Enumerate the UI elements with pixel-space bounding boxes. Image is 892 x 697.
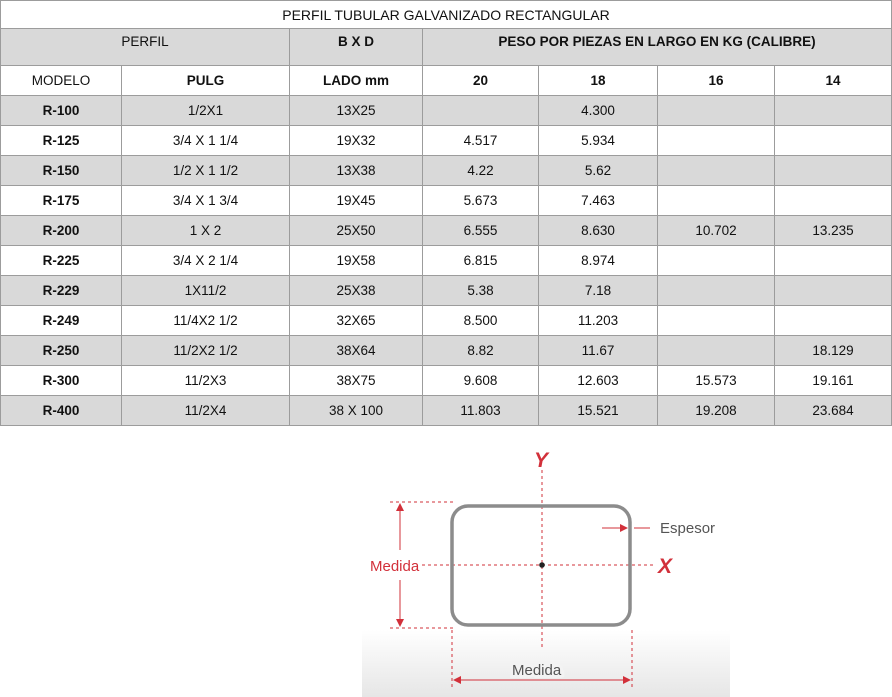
cell-calibre-16 — [658, 156, 775, 186]
cell-pulg: 3/4 X 2 1/4 — [122, 246, 290, 276]
cell-modelo: R-400 — [1, 396, 122, 426]
cell-modelo: R-200 — [1, 216, 122, 246]
cell-calibre-18: 5.934 — [539, 126, 658, 156]
cell-calibre-18: 8.974 — [539, 246, 658, 276]
cell-pulg: 1/2X1 — [122, 96, 290, 126]
cell-calibre-14 — [775, 126, 892, 156]
table-row — [1, 156, 892, 186]
width-arrow-left — [453, 676, 461, 684]
cell-modelo: R-175 — [1, 186, 122, 216]
thickness-label: Espesor — [660, 520, 716, 537]
cell-pulg: 11/2X2 1/2 — [122, 336, 290, 366]
cell-calibre-14 — [775, 156, 892, 186]
y-axis-label: Y — [534, 449, 549, 472]
cell-calibre-16 — [658, 126, 775, 156]
cell-lado: 38X75 — [290, 366, 423, 396]
cell-calibre-20: 11.803 — [423, 396, 539, 426]
header-bxd: B X D — [290, 29, 423, 66]
col-header-calibre-16: 16 — [658, 66, 775, 96]
column-header-row — [1, 66, 892, 96]
cell-calibre-16: 19.208 — [658, 396, 775, 426]
cell-modelo: R-100 — [1, 96, 122, 126]
table-body — [1, 1, 892, 426]
table-row — [1, 96, 892, 126]
table-row — [1, 126, 892, 156]
cell-calibre-20: 5.673 — [423, 186, 539, 216]
group-header-row — [1, 29, 892, 66]
cell-calibre-18: 4.300 — [539, 96, 658, 126]
cell-calibre-18: 8.630 — [539, 216, 658, 246]
cell-modelo: R-150 — [1, 156, 122, 186]
cell-lado: 19X32 — [290, 126, 423, 156]
header-perfil: PERFIL — [1, 29, 290, 66]
cell-pulg: 11/2X4 — [122, 396, 290, 426]
header-peso: PESO POR PIEZAS EN LARGO EN KG (CALIBRE) — [423, 29, 892, 66]
cell-calibre-14: 18.129 — [775, 336, 892, 366]
cell-calibre-18: 7.463 — [539, 186, 658, 216]
table-row — [1, 246, 892, 276]
cell-modelo: R-229 — [1, 276, 122, 306]
cell-pulg: 1 X 2 — [122, 216, 290, 246]
cell-lado: 19X45 — [290, 186, 423, 216]
cell-modelo: R-249 — [1, 306, 122, 336]
cell-calibre-14: 13.235 — [775, 216, 892, 246]
cell-calibre-18: 11.203 — [539, 306, 658, 336]
col-header-calibre-18: 18 — [539, 66, 658, 96]
cell-calibre-16: 10.702 — [658, 216, 775, 246]
cell-calibre-20: 6.555 — [423, 216, 539, 246]
cell-calibre-14: 19.161 — [775, 366, 892, 396]
cell-pulg: 11/4X2 1/2 — [122, 306, 290, 336]
col-header-calibre-14: 14 — [775, 66, 892, 96]
title-row — [1, 1, 892, 29]
cell-calibre-20: 5.38 — [423, 276, 539, 306]
table-row — [1, 396, 892, 426]
cell-modelo: R-300 — [1, 366, 122, 396]
cell-calibre-16 — [658, 186, 775, 216]
height-arrow-down — [396, 619, 404, 627]
cell-calibre-20: 8.500 — [423, 306, 539, 336]
cell-calibre-18: 15.521 — [539, 396, 658, 426]
col-header-pulg: PULG — [122, 66, 290, 96]
table-row — [1, 306, 892, 336]
table-row — [1, 276, 892, 306]
cell-calibre-20 — [423, 96, 539, 126]
height-arrow-up — [396, 503, 404, 511]
cell-modelo: R-225 — [1, 246, 122, 276]
cell-pulg: 1X11/2 — [122, 276, 290, 306]
cell-modelo: R-125 — [1, 126, 122, 156]
cell-calibre-20: 9.608 — [423, 366, 539, 396]
diagram-svg — [362, 440, 730, 697]
cell-lado: 13X25 — [290, 96, 423, 126]
thickness-arrow — [620, 524, 628, 532]
cell-pulg: 11/2X3 — [122, 366, 290, 396]
cell-calibre-14 — [775, 306, 892, 336]
cell-pulg: 3/4 X 1 3/4 — [122, 186, 290, 216]
cell-calibre-16 — [658, 306, 775, 336]
cell-calibre-16 — [658, 246, 775, 276]
col-header-modelo: MODELO — [1, 66, 122, 96]
cell-lado: 38X64 — [290, 336, 423, 366]
width-arrow-right — [623, 676, 631, 684]
cell-pulg: 1/2 X 1 1/2 — [122, 156, 290, 186]
cell-calibre-14 — [775, 246, 892, 276]
center-point — [539, 562, 545, 568]
cell-lado: 32X65 — [290, 306, 423, 336]
x-axis-label: X — [658, 555, 673, 578]
width-label: Medida — [512, 662, 562, 679]
cell-calibre-16 — [658, 96, 775, 126]
cell-lado: 25X50 — [290, 216, 423, 246]
cell-calibre-14 — [775, 96, 892, 126]
table-row — [1, 336, 892, 366]
cell-calibre-14 — [775, 186, 892, 216]
col-header-calibre-20: 20 — [423, 66, 539, 96]
table-row — [1, 216, 892, 246]
cell-calibre-20: 4.517 — [423, 126, 539, 156]
col-header-lado: LADO mm — [290, 66, 423, 96]
cell-calibre-18: 11.67 — [539, 336, 658, 366]
cell-modelo: R-250 — [1, 336, 122, 366]
tube-cross-section-diagram — [362, 440, 730, 697]
cell-lado: 38 X 100 — [290, 396, 423, 426]
height-label: Medida — [370, 558, 420, 575]
cell-lado: 13X38 — [290, 156, 423, 186]
cell-calibre-20: 6.815 — [423, 246, 539, 276]
cell-calibre-16 — [658, 336, 775, 366]
table-row — [1, 186, 892, 216]
cell-calibre-20: 8.82 — [423, 336, 539, 366]
cell-calibre-18: 5.62 — [539, 156, 658, 186]
table-title: PERFIL TUBULAR GALVANIZADO RECTANGULAR — [1, 1, 892, 29]
cell-lado: 25X38 — [290, 276, 423, 306]
table-row — [1, 366, 892, 396]
cell-lado: 19X58 — [290, 246, 423, 276]
cell-calibre-14 — [775, 276, 892, 306]
cell-calibre-16: 15.573 — [658, 366, 775, 396]
cell-pulg: 3/4 X 1 1/4 — [122, 126, 290, 156]
cell-calibre-18: 7.18 — [539, 276, 658, 306]
cell-calibre-16 — [658, 276, 775, 306]
cell-calibre-20: 4.22 — [423, 156, 539, 186]
cell-calibre-18: 12.603 — [539, 366, 658, 396]
cell-calibre-14: 23.684 — [775, 396, 892, 426]
